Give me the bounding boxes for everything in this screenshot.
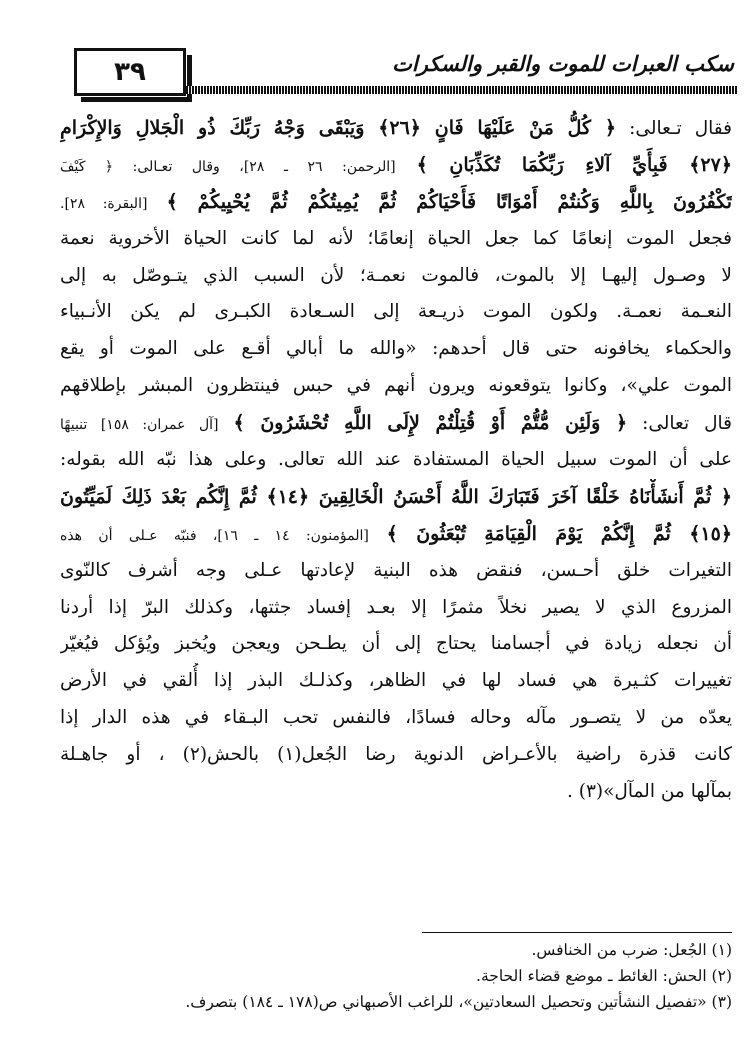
main-text (60, 110, 732, 811)
footnote-1: (١) الجُعل: ضرب من الخنافس. (531, 941, 732, 959)
text-line (60, 479, 732, 516)
text-line: على أن الموت سبيل الحياة المستفادة عند الله تعالى. وعلى هذا نبّه الله بقوله: (60, 449, 732, 471)
verse-reference: [البقرة: ٢٨]. (60, 195, 148, 212)
verse-reference: [الرحمن: ٢٦ ـ ٢٨]، وقال تعـالى: ﴿ كَيْفَ (60, 158, 396, 175)
text-line: قال تعالى: ﴿ وَلَئِن مُّتُّمْ أَوْ قُتِلْتُمْ لإِلَى اللَّهِ تُحْشَرُونَ ﴾ [آل عمران: ١٥٨] تنبيهًا (60, 412, 732, 435)
text-line: النعـمة نعمـة. ولكون الموت ذريـعة إلى السـعادة الكبـرى لم يكن الأنـبياء (60, 301, 732, 323)
header-rule (186, 86, 738, 94)
text-line: فقال تـعالى: ﴿ كُلُّ مَنْ عَلَيْهَا فَانٍ ﴿٢٦﴾ وَيَبْقَى وَجْهُ رَبِّكَ ذُو الْجَلالِ وَالإِكْرَامِ (60, 117, 732, 139)
page-number: ٣٩ (74, 48, 186, 96)
text-line: يعدّه من لا يتصـور مآله وحاله فسادًا، فالنفس تحب البـقاء في هذه الدار إذا (60, 707, 732, 729)
quran-verse: ﴿ وَلَئِن مُّتُّمْ أَوْ قُتِلْتُمْ لإِلَى اللَّهِ تُحْشَرُونَ ﴾ (233, 412, 628, 435)
text-line: الموت علي»، وكانوا يتوقعونه ويرون أنهم في حبس فينتظرون المبشر بإطلاقهم (60, 375, 732, 397)
text-line: تغييرات كثـيرة هي فساد لها في الظاهر، وكذلـك البذر إذا أُلقي في الأرض (60, 670, 732, 692)
text-line: التغيرات خلق أحـسن، فنقض هذه البنية لإعادتها عـلى وجه أشرف كالنّوى (60, 559, 732, 581)
quran-verse: ﴿٢٧﴾ فَبِأَيِّ آلاءِ رَبِّكُمَا تُكَذِّبَانِ ﴾ (416, 153, 732, 176)
text-line: فجعل الموت إنعامًا كما جعل الحياة إنعامًا؛ لأنه لما كانت الحياة الأخروية نعمة (60, 227, 732, 249)
footnotes (60, 937, 732, 1015)
text-line (60, 147, 732, 184)
page-header (62, 42, 738, 98)
footnote-2: (٢) الحش: الغائط ـ موضع قضاء الحاجة. (476, 967, 732, 985)
verse-reference: [آل عمران: ١٥٨] تنبيهًا (60, 417, 219, 434)
text-line: كانت قذرة راضية بالأعـراض الدنوية رضا الجُعل(١) بالحش(٢) ، أو جاهـلة (60, 744, 732, 766)
text-line: والحكماء يخافونه حتى قال أحدهم: «والله ما أبالي أقـع على الموت أو يقع (60, 338, 732, 360)
quran-verse: تَكْفُرُونَ بِاللَّهِ وَكُنتُمْ أَمْوَاتًا فَأَحْيَاكُمْ ثُمَّ يُمِيتُكُمْ ثُمَّ يُحْيِيكُمْ ﴾ (166, 190, 732, 213)
text-line (60, 184, 732, 221)
quran-verse: ﴿١٥﴾ ثُمَّ إِنَّكُمْ يَوْمَ الْقِيَامَةِ تُبْعَثُونَ ﴾ (386, 522, 732, 545)
footnote-divider (422, 932, 732, 933)
verse-reference: [المؤمنون: ١٤ ـ ١٦]، فنبّه عـلى أن هذه (60, 527, 369, 544)
text-line: أن نجعله زيادة في أجسامنا يحتاج إلى أن يطـحن ويعجن ويُخبز ويُؤكل فيُغيّر (60, 633, 732, 655)
footnote-3: (٣) «تفصيل النشأتين وتحصيل السعادتين»، للراغب الأصبهاني ص(١٧٨ ـ ١٨٤) بتصرف. (185, 993, 732, 1011)
quran-verse: ﴿ ثُمَّ أَنشَأْنَاهُ خَلْقًا آخَرَ فَتَبَارَكَ اللَّهُ أَحْسَنُ الْخَالِقِينَ ﴿١٤﴾ ثُمَّ إِنَّكُم بَعْدَ ذَلِكَ لَمَيِّتُونَ (60, 485, 732, 508)
text-line: بمآلها من المآل»(٣) . (566, 781, 732, 803)
text-line: المزروع الذي لا يصير نخلاً مثمرًا إلا بعـد إفساد جثتها، وكذلك البرّ إذا أردنا (60, 596, 732, 618)
running-title: سكب العبرات للموت والقبر والسكرات (392, 52, 734, 76)
text-line: لا وصـول إليهـا إلا بالموت، فالموت نعمـة؛ لأن السبب الذي يتـوصّل به إلى (60, 264, 732, 286)
quran-verse: ﴿ كُلُّ مَنْ عَلَيْهَا فَانٍ ﴿٢٦﴾ وَيَبْقَى وَجْهُ رَبِّكَ ذُو الْجَلالِ وَالإِكْرَامِ (60, 117, 617, 139)
text-line (60, 516, 732, 553)
